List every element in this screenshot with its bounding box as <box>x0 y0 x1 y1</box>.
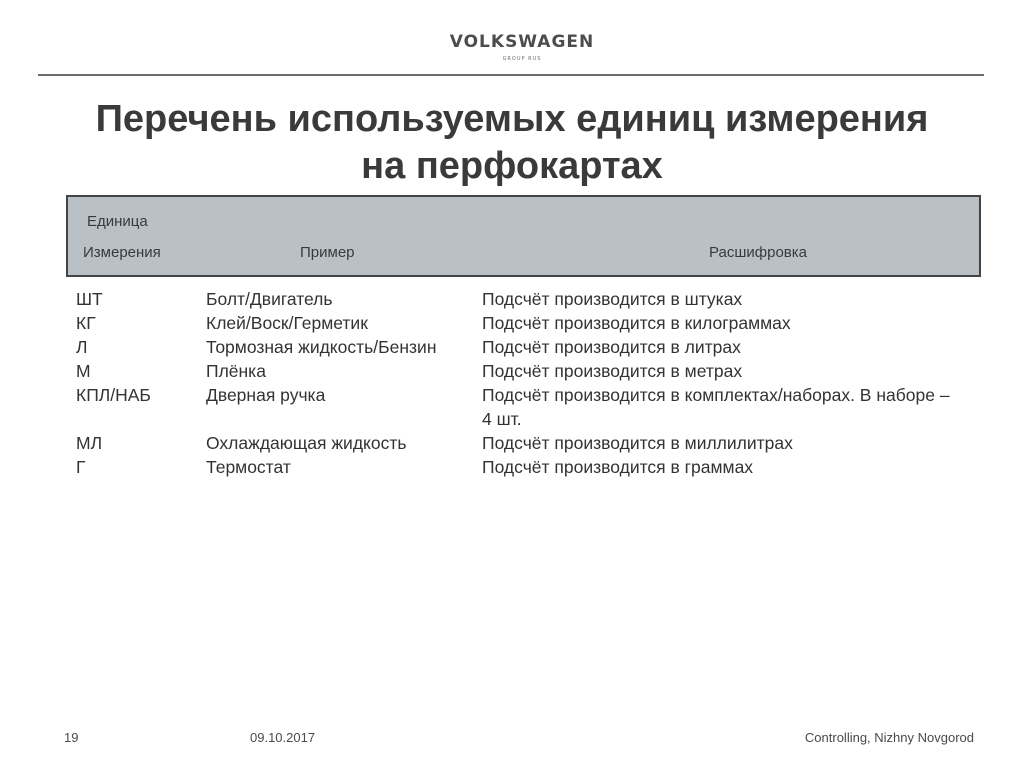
slide-title-line1: Перечень используемых единиц измерения <box>95 98 929 140</box>
page-number: 19 <box>64 730 79 745</box>
table-row <box>76 287 976 311</box>
cell-decode: Подсчёт производится в миллилитрах <box>482 433 793 453</box>
header-divider <box>38 74 984 76</box>
cell-unit: КПЛ/НАБ <box>76 385 151 405</box>
cell-decode: Подсчёт производится в комплектах/наборах. В наборе – 4 шт. <box>482 385 950 429</box>
header-decode: Расшифровка <box>709 244 807 261</box>
header-example: Пример <box>300 244 355 261</box>
cell-unit: М <box>76 361 91 381</box>
slide-title <box>0 96 1024 190</box>
cell-example: Болт/Двигатель <box>206 289 333 309</box>
table-row <box>76 455 976 479</box>
slide-title-line2: на перфокартах <box>361 145 663 187</box>
table-row <box>76 311 976 335</box>
table-row <box>76 359 976 383</box>
footer-date: 09.10.2017 <box>250 730 316 745</box>
cell-example: Охлаждающая жидкость <box>206 433 407 453</box>
table-header <box>66 195 981 277</box>
footer-organization: Controlling, Nizhny Novgorod <box>804 730 974 745</box>
header-unit-line1: Единица <box>87 213 148 230</box>
cell-unit: КГ <box>76 313 96 333</box>
cell-decode: Подсчёт производится в литрах <box>482 337 741 357</box>
cell-example: Клей/Воск/Герметик <box>206 313 368 333</box>
header-unit-line2: Измерения <box>83 244 161 261</box>
brand-logo-subtitle: GROUP RUS <box>502 56 542 62</box>
cell-unit: Л <box>76 337 88 357</box>
cell-example: Плёнка <box>206 361 266 381</box>
cell-example: Дверная ручка <box>206 385 326 405</box>
brand-logo <box>0 32 1024 62</box>
cell-example: Тормозная жидкость/Бензин <box>206 337 437 357</box>
cell-decode: Подсчёт производится в штуках <box>482 289 743 309</box>
table-row <box>76 431 976 455</box>
units-table-body <box>76 287 976 479</box>
cell-decode: Подсчёт производится в метрах <box>482 361 743 381</box>
cell-unit: ШТ <box>76 289 103 309</box>
cell-unit: МЛ <box>76 433 103 453</box>
table-row <box>76 383 976 431</box>
cell-example: Термостат <box>206 457 291 477</box>
brand-logo-name: VOLKSWAGEN <box>449 32 595 52</box>
cell-unit: Г <box>76 457 86 477</box>
cell-decode: Подсчёт производится в граммах <box>482 457 754 477</box>
table-row <box>76 335 976 359</box>
cell-decode: Подсчёт производится в килограммах <box>482 313 791 333</box>
